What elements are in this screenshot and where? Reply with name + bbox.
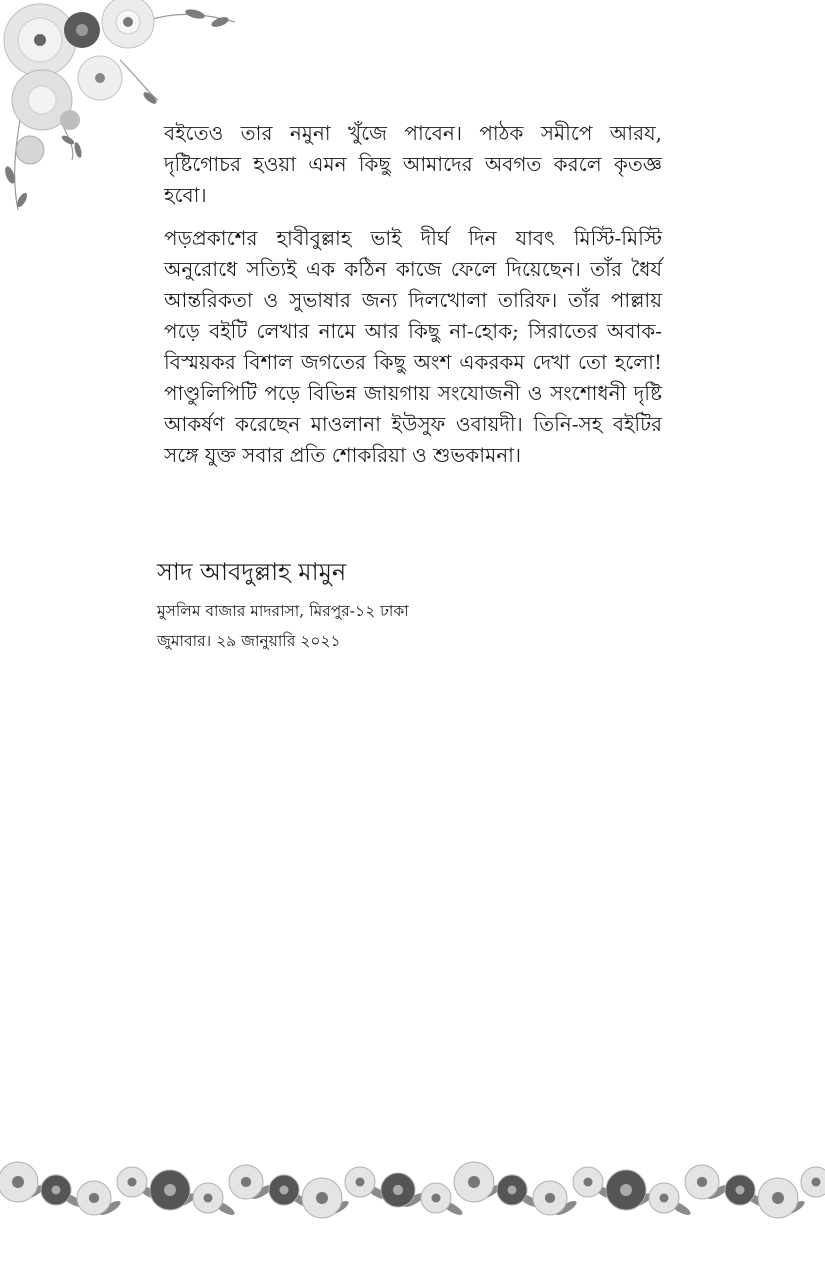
author-name: সাদ আবদুল্লাহ মামুন xyxy=(157,558,347,586)
signature-block xyxy=(157,555,677,659)
paragraph-2: পড়প্রকাশের হাবীবুল্লাহ ভাই দীর্ঘ দিন যাবৎ মিস্টি-মিস্টি অনুরোধে সত্যিই এক কঠিন কাজে ফেলে দিয়েছেন। তাঁর ধৈর্য আন্তরিকতা ও সুভাষার জন্য দিলখোলা তারিফ। তাঁর পাল্লায় পড়ে বইটি লেখার নামে আর কিছু না-হোক; সিরাতের অবাক-বিস্ময়কর বিশাল জগতের কিছু অংশ একরকম দেখা তো হলো! পাণ্ডুলিপিটি পড়ে বিভিন্ন জায়গায় সংযোজনী ও সংশোধনী দৃষ্টি আকর্ষণ করেছেন মাওলানা ইউসুফ ওবায়দী। তিনি-সহ বইটির সঙ্গে যুক্ত সবার প্রতি শোকরিয়া ও শুভকামনা। xyxy=(164,226,662,467)
author-address: মুসলিম বাজার মাদরাসা, মিরপুর-১২ ঢাকা xyxy=(157,602,409,620)
body-text xyxy=(164,118,662,483)
floral-border-ornament xyxy=(0,1150,825,1230)
signature-date: জুমাবার। ২৯ জানুয়ারি ২০২১ xyxy=(157,632,341,650)
paragraph-1: বইতেও তার নমুনা খুঁজে পাবেন। পাঠক সমীপে আরয, দৃষ্টিগোচর হওয়া এমন কিছু আমাদের অবগত করলে কৃতজ্ঞ হবো। xyxy=(164,121,662,207)
